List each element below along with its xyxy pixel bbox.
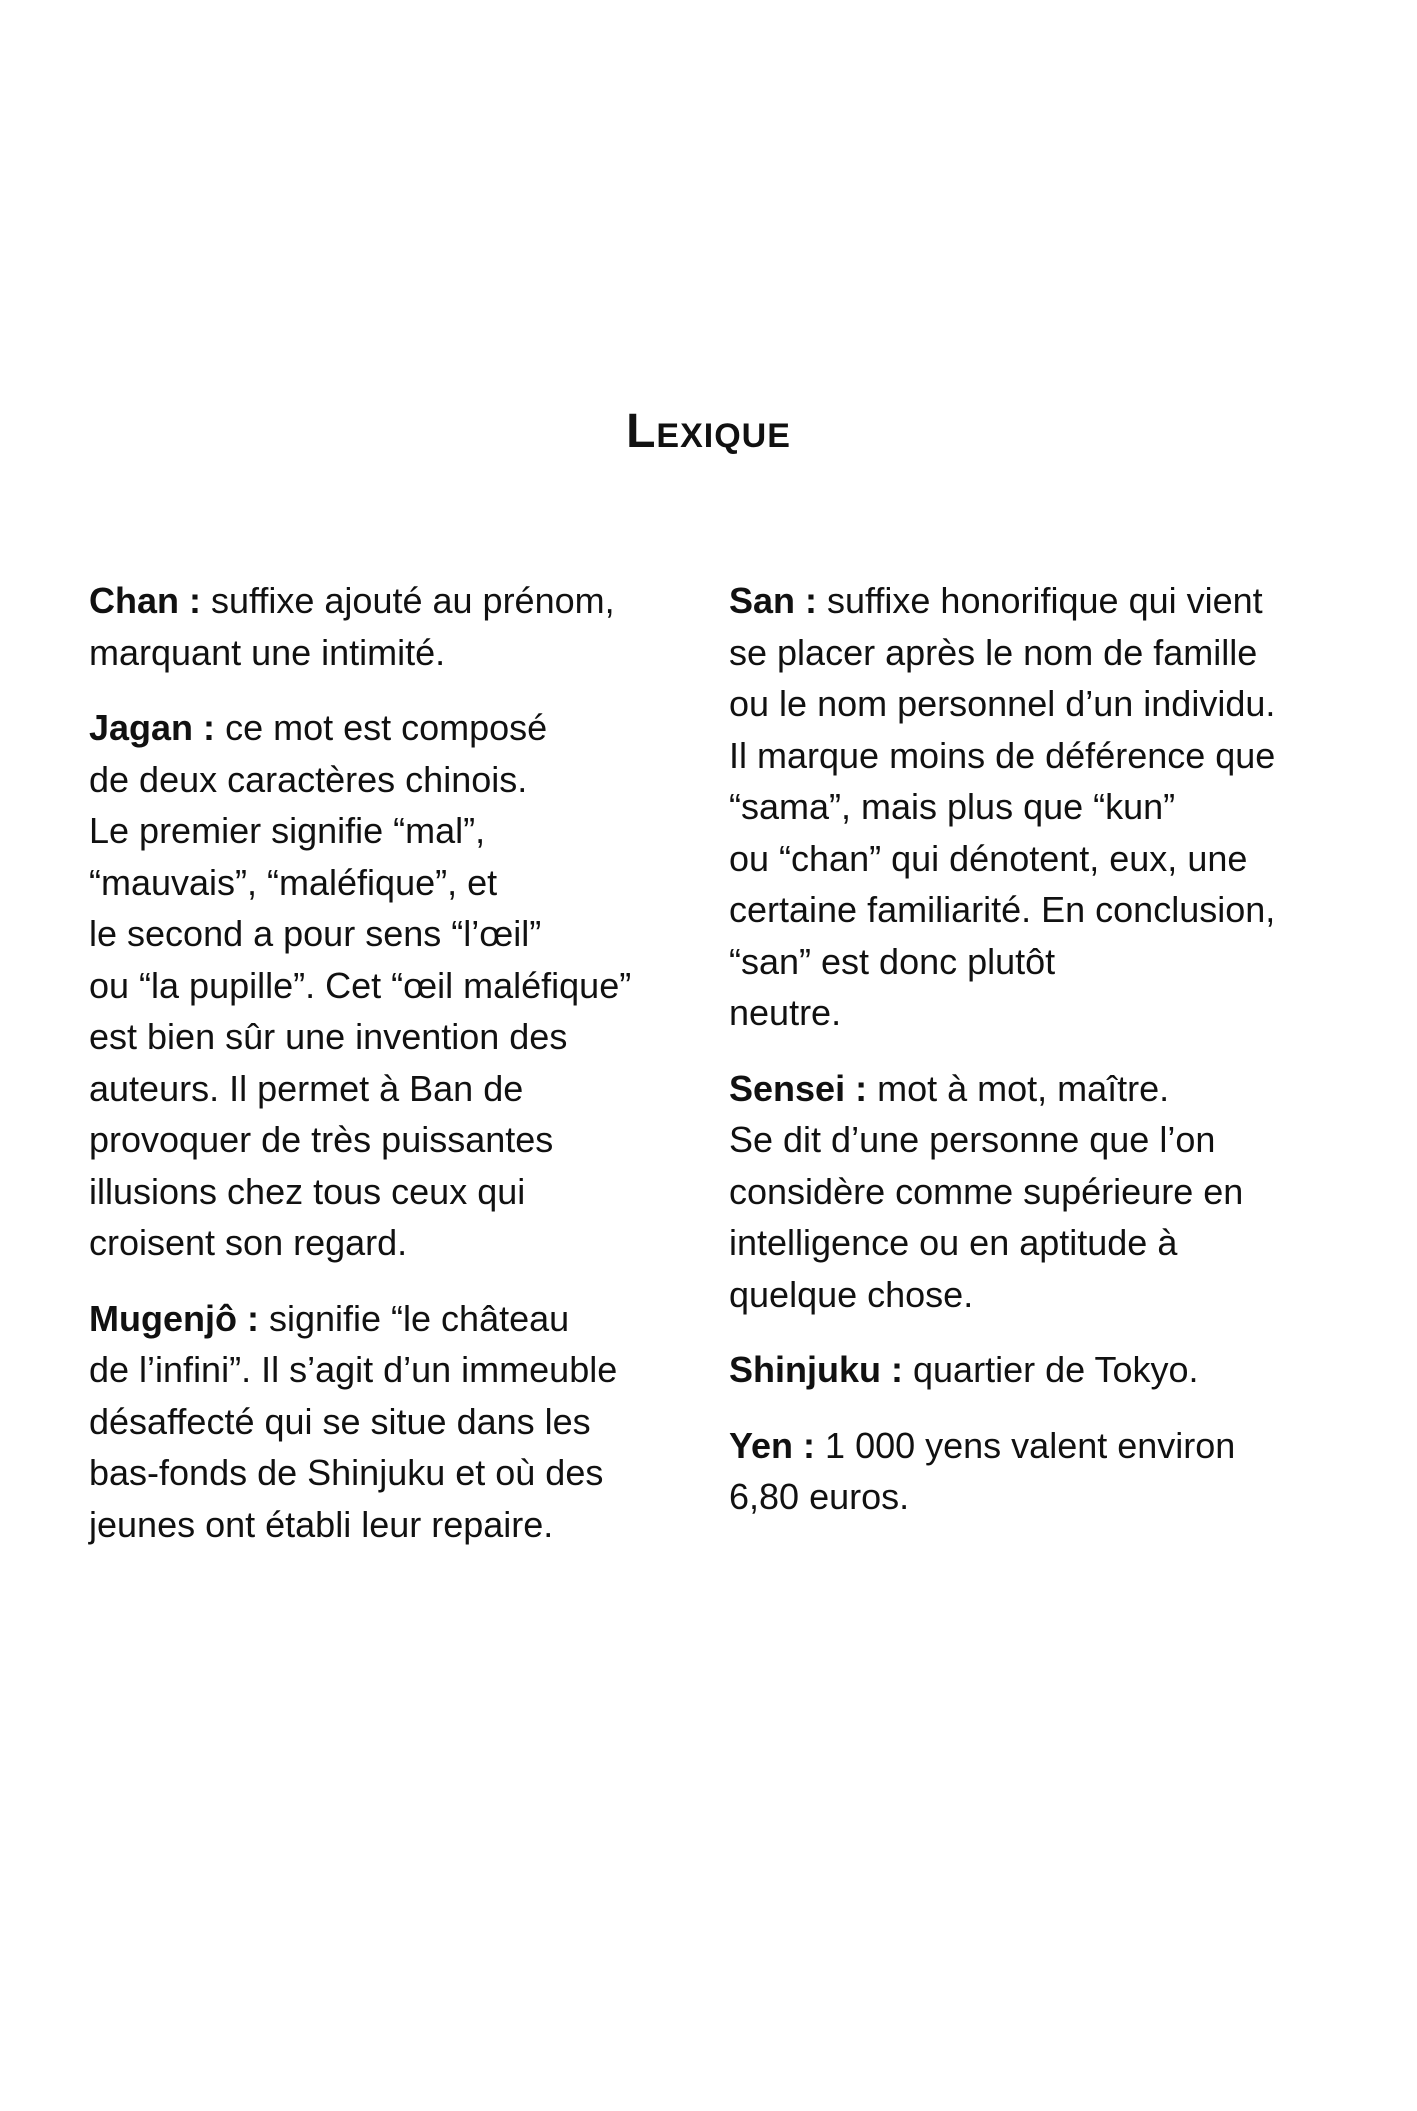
definition-line: de deux caractères chinois.	[89, 758, 528, 800]
glossary-entry-shinjuku	[729, 1344, 1319, 1396]
glossary-term: San :	[729, 580, 818, 621]
glossary-term: Yen :	[729, 1424, 816, 1466]
definition-line: neutre.	[729, 992, 842, 1033]
definition-line: ou “la pupille”. Cet “œil maléfique”	[89, 964, 632, 1006]
definition-line: auteurs. Il permet à Ban de	[89, 1067, 524, 1109]
glossary-term: Shinjuku :	[729, 1349, 903, 1390]
definition-line: Se dit d’une personne que l’on	[729, 1119, 1216, 1160]
page-title: Lexique	[626, 405, 791, 458]
definition-line: de l’infini”. Il s’agit d’un immeuble	[89, 1349, 618, 1390]
definition-text: quartier de Tokyo.	[913, 1349, 1199, 1390]
definition-line: “sama”, mais plus que “kun”	[729, 786, 1176, 827]
definition-line: illusions chez tous ceux qui	[89, 1170, 526, 1212]
definition-text: ce mot est composé	[225, 707, 548, 748]
glossary-entry-chan	[89, 575, 679, 678]
glossary-term: Sensei :	[729, 1067, 868, 1109]
definition-line: “mauvais”, “maléfique”, et	[89, 861, 498, 903]
glossary-entry-san	[729, 575, 1319, 1039]
glossary-right-column	[729, 575, 1319, 1547]
definition-line: Il marque moins de déférence que	[729, 734, 1276, 776]
definition-line: quelque chose.	[729, 1273, 974, 1315]
definition-line: jeunes ont établi leur repaire.	[89, 1503, 554, 1545]
definition-line: provoquer de très puissantes	[89, 1119, 554, 1160]
definition-line: le second a pour sens “l’œil”	[89, 913, 542, 954]
entry-line	[89, 575, 679, 627]
definition-line: désaffecté qui se situe dans les	[89, 1400, 591, 1442]
glossary-entry-yen	[729, 1420, 1319, 1523]
glossary-term: Mugenjô :	[89, 1297, 259, 1339]
definition-line: est bien sûr une invention des	[89, 1016, 568, 1057]
entry-line	[729, 1420, 1319, 1472]
definition-line: Le premier signifie “mal”,	[89, 810, 486, 851]
definition-line: bas-fonds de Shinjuku et où des	[89, 1452, 604, 1493]
glossary-entry-sensei	[729, 1063, 1319, 1321]
glossary-entry-jagan	[89, 702, 679, 1269]
glossary-entry-mugenjo	[89, 1293, 679, 1551]
definition-text: suffixe ajouté au prénom,	[211, 580, 615, 621]
entry-line	[729, 1063, 1319, 1115]
definition-line: se placer après le nom de famille	[729, 631, 1258, 673]
definition-line: “san” est donc plutôt	[729, 940, 1056, 982]
definition-line: certaine familiarité. En conclusion,	[729, 889, 1276, 930]
glossary-term: Chan :	[89, 580, 201, 621]
definition-line: ou “chan” qui dénotent, eux, une	[729, 837, 1248, 879]
definition-line: croisent son regard.	[89, 1222, 408, 1263]
glossary-left-column	[89, 575, 679, 1574]
definition-text: 1 000 yens valent environ	[825, 1424, 1236, 1466]
definition-line: intelligence ou en aptitude à	[729, 1222, 1178, 1263]
definition-text: mot à mot, maître.	[877, 1067, 1170, 1109]
definition-line: ou le nom personnel d’un individu.	[729, 683, 1276, 724]
entry-line	[729, 575, 1319, 627]
definition-text: signifie “le château	[268, 1297, 570, 1339]
definition-line: 6,80 euros.	[729, 1476, 910, 1517]
glossary-term: Jagan :	[89, 707, 216, 748]
entry-line	[89, 1293, 679, 1345]
definition-line: considère comme supérieure en	[729, 1170, 1244, 1212]
definition-line: marquant une intimité.	[89, 631, 446, 673]
definition-text: suffixe honorifique qui vient	[827, 580, 1263, 621]
entry-line	[89, 702, 679, 754]
entry-line	[729, 1344, 1319, 1396]
